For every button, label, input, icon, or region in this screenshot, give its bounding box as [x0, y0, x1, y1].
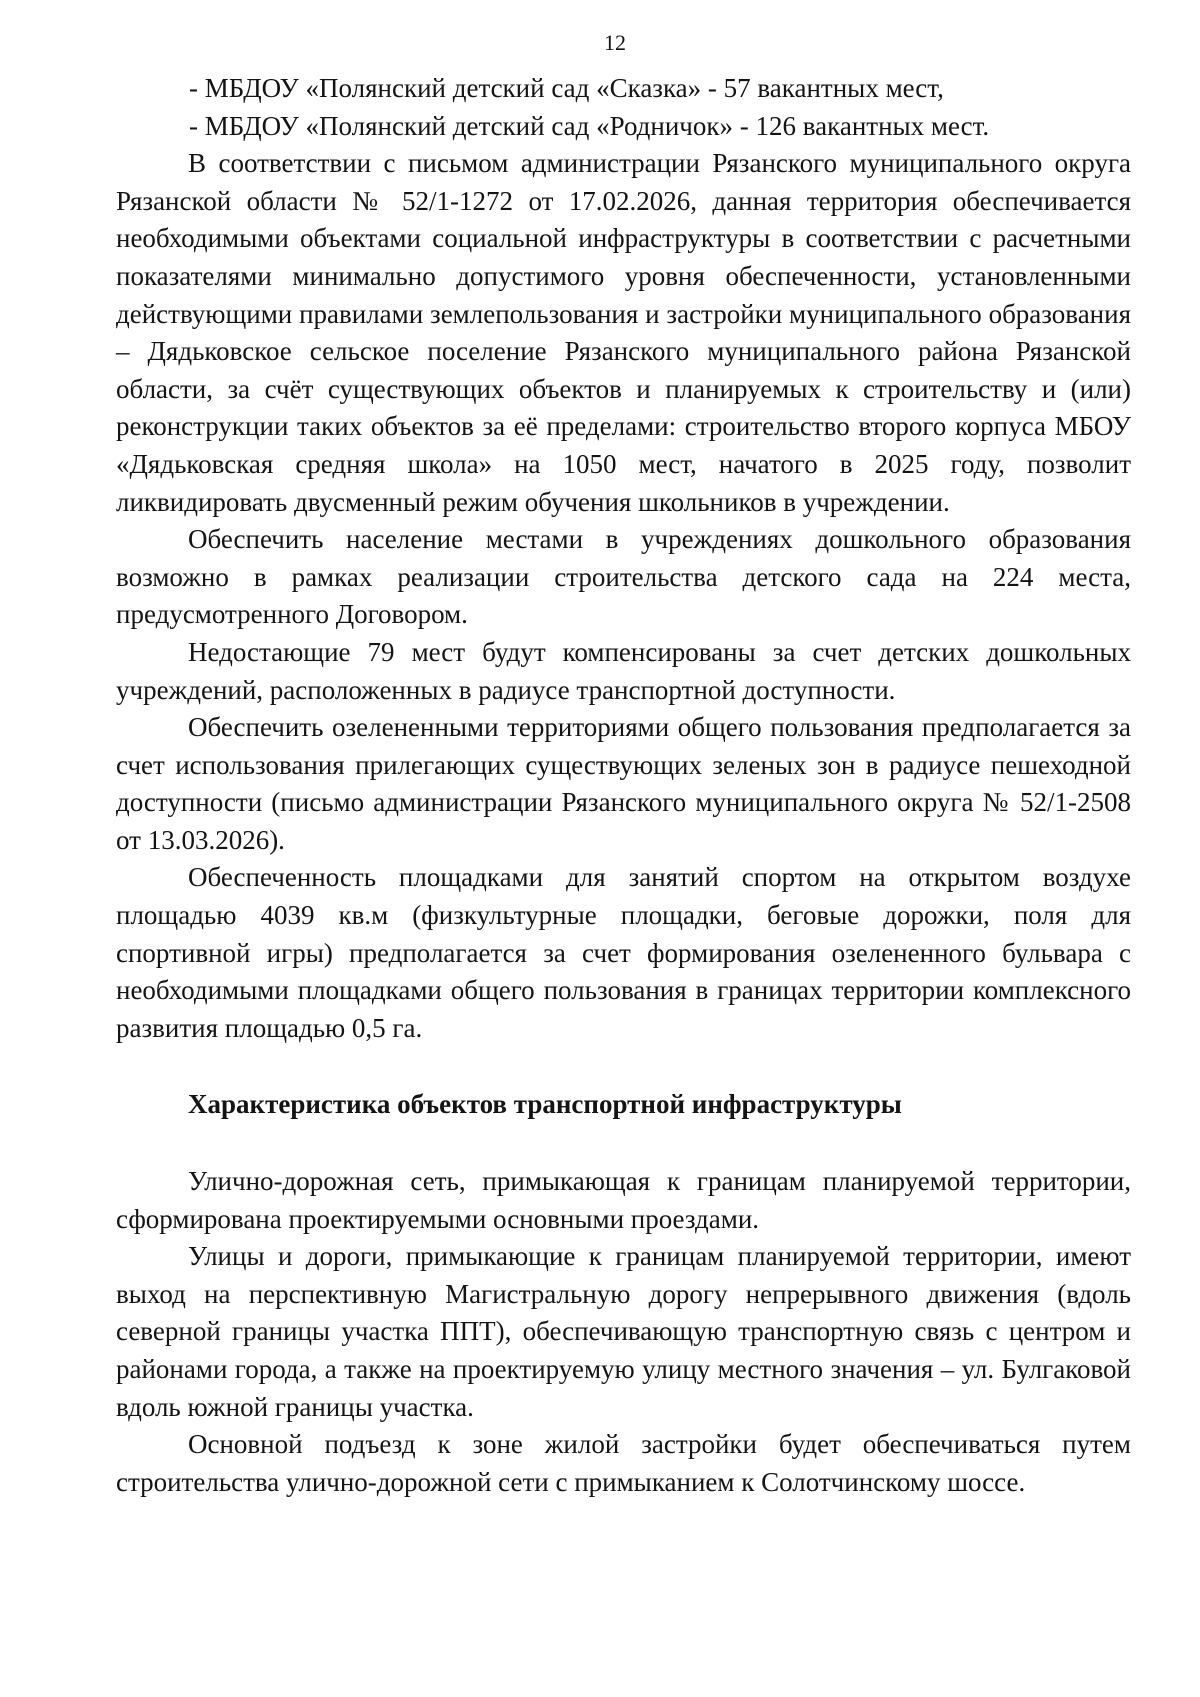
- paragraph-preschool-places: Обеспечить население местами в учреждениях дошкольного образования возможно в рамках реализации строительства детского сада на 224 места, предусмотренного Договором.: [116, 524, 1131, 630]
- paragraph-road-network: Улично-дорожная сеть, примыкающая к границам планируемой территории, сформирована проектируемыми основными проездами.: [116, 1166, 1131, 1234]
- paragraph-social-infrastructure: В соответствии с письмом администрации Рязанского муниципального округа Рязанской области № 52/1-1272 от 17.02.2026, данная территория обеспечивается необходимыми объектами социальной инфраструктуры в соответствии с расчетными показателями минимально допустимого уровня обеспеченности, установленными действующими правилами землепользования и застройки муниципального образования – Дядьковское сельское поселение Рязанского муниципального района Рязанской области, за счёт существующих объектов и планируемых к строительству и (или) реконструкции таких объектов за её пределами: строительство второго корпуса МБОУ «Дядьковская средняя школа» на 1050 мест, начатого в 2025 году, позволит ликвидировать двусменный режим обучения школьников в учреждении.: [116, 148, 1131, 517]
- section-heading: Характеристика объектов транспортной инфраструктуры: [188, 1089, 902, 1120]
- document-body: [116, 70, 1131, 1501]
- paragraph-main-entrance: Основной подъезд к зоне жилой застройки будет обеспечиваться путем строительства улично-дорожной сети с примыканием к Солотчинскому шоссе.: [116, 1429, 1131, 1497]
- list-item-kindergarten-rodnichok: - МБДОУ «Полянский детский сад «Родничок» - 126 вакантных мест.: [189, 110, 990, 141]
- page-number: 12: [604, 30, 626, 55]
- paragraph-missing-places: Недостающие 79 мест будут компенсированы за счет детских дошкольных учреждений, расположенных в радиусе транспортной доступности.: [116, 636, 1131, 705]
- list-item-kindergarten-skazka: - МБДОУ «Полянский детский сад «Сказка» - 57 вакантных мест,: [189, 73, 944, 103]
- paragraph-sports-grounds: Обеспеченность площадками для занятий спортом на открытом воздухе площадью 4039 кв.м (физкультурные площадки, беговые дорожки, поля для спортивной игры) предполагается за счет формирования озелененного бульвара с необходимыми площадками общего пользования в границах территории комплексного развития площадью 0,5 га.: [116, 862, 1131, 1043]
- paragraph-green-areas: Обеспечить озелененными территориями общего пользования предполагается за счет использования прилегающих существующих зеленых зон в радиусе пешеходной доступности (письмо администрации Рязанского муниципального округа № 52/1-2508 от 13.03.2026).: [116, 712, 1131, 855]
- paragraph-streets-access: Улицы и дороги, примыкающие к границам планируемой территории, имеют выход на перспективную Магистральную дорогу непрерывного движения (вдоль северной границы участка ППТ), обеспечивающую транспортную связь с центром и районами города, а также на проектируемую улицу местного значения – ул. Булгаковой вдоль южной границы участка.: [116, 1241, 1131, 1422]
